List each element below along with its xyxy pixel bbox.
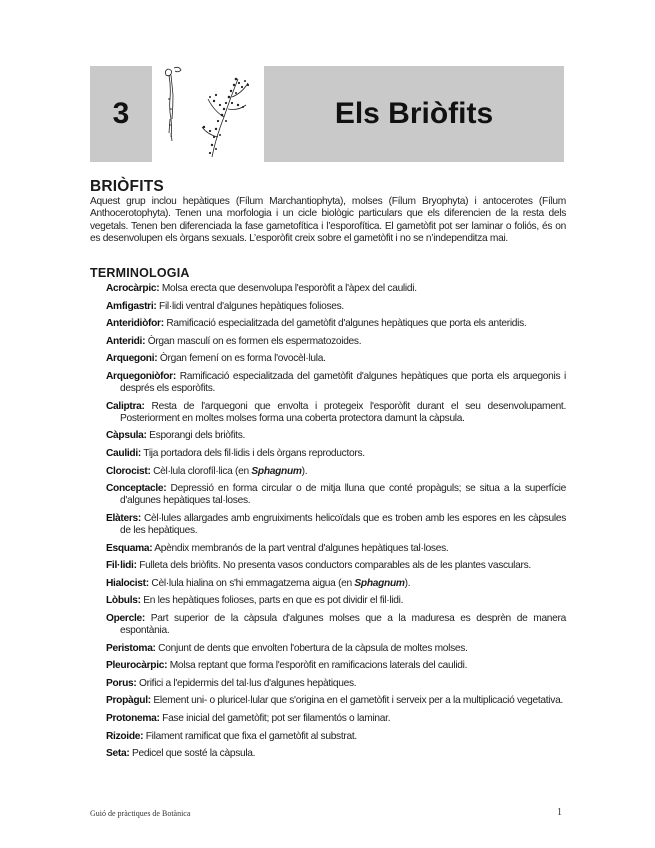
glossary-term: Seta: [106,748,130,760]
glossary-term: Opercle: [106,612,145,624]
glossary-entry [106,660,566,672]
glossary-definition: Orifici a l'epidermis del tal·lus d'algunes hepàtiques. [136,677,357,689]
glossary-definition: Filament ramificat que fixa el gametòfit al substrat. [143,730,357,742]
glossary-entry [106,336,566,348]
glossary-entry [106,713,566,725]
glossary-definition: Conjunt de dents que envolten l'obertura de la càpsula de moltes molses. [155,642,468,654]
glossary-term: Clorocist: [106,465,151,477]
glossary-definition: Tija portadora dels fil·lidis i dels òrgans reproductors. [140,447,365,459]
chapter-title: Els Briòfits [334,97,494,130]
glossary-definition: Pedicel que sosté la càpsula. [129,748,256,760]
glossary-entry [106,466,566,478]
glossary-entry [106,371,566,395]
page-number: 1 [557,807,562,818]
glossary-term: Fil·lidi: [106,560,137,572]
glossary-genus-name: Sphagnum [354,577,405,589]
glossary-term: Protonema: [106,712,160,724]
glossary-term: Arquegoni: [106,353,158,365]
moss-illustration [152,59,264,165]
glossary-entry [106,543,566,555]
glossary-term: Porus: [106,677,137,689]
moss-drawing-icon [152,59,264,165]
glossary-term: Acrocàrpic: [106,283,160,294]
glossary-term: Anteridiòfor: [106,318,164,330]
chapter-number: 3 [112,97,130,130]
glossary-term: Arquegoniòfor: [106,370,176,382]
glossary-definition: Òrgan masculí on es formen els espermatozoides. [145,335,362,347]
glossary-definition: Fil·lidi ventral d'algunes hepàtiques folioses. [156,300,344,312]
glossary-term: Esquama: [106,542,153,554]
glossary-definition: Ramificació especialitzada del gametòfit d'algunes hepàtiques que porta els arquegonis i després els esporòfits. [120,370,566,395]
glossary-entry [106,560,566,572]
glossary-definition: Fase inicial del gametòfit; pot ser filamentós o laminar. [159,712,391,724]
glossary-entry [106,483,566,507]
intro-paragraph [90,196,566,245]
glossary-definition: Òrgan femení on es forma l'ovocèl·lula. [157,353,326,365]
glossary-term: Conceptacle: [106,483,167,495]
glossary-term: Càpsula: [106,430,147,442]
glossary-definition: Molsa erecta que desenvolupa l'esporòfit a l'àpex del caulidi. [159,283,417,294]
glossary-term: Pleurocàrpic: [106,660,168,672]
glossary-entry [106,695,566,707]
glossary-term: Lòbuls: [106,595,141,607]
glossary-term: Propàgul: [106,695,151,707]
glossary-definition-end: ). [301,465,308,477]
glossary-entry [106,678,566,690]
glossary-definition: En les hepàtiques folioses, parts en que es pot dividir el fil·lidi. [140,595,404,607]
glossary-entry [106,595,566,607]
glossary-definition: Ramificació especialitzada del gametòfit d'algunes hepàtiques que porta els anteridis. [163,318,527,330]
glossary-entry [106,748,566,760]
glossary-term: Anteridi: [106,335,146,347]
glossary-definition: Apèndix membranós de la part ventral d'algunes hepàtiques tal·loses. [152,542,449,554]
glossary-definition: Element uni- o pluricel·lular que s'origina en el gametòfit i serveix per a la multiplicació vegetativa. [150,695,563,707]
glossary-definition: Fulleta dels briòfits. No presenta vasos conductors comparables als de les plantes vasculars. [136,560,531,572]
glossary-entry [106,448,566,460]
footer-book-title: Guió de pràctiques de Botànica [90,809,191,818]
glossary-entry [106,613,566,637]
glossary-entry [106,353,566,365]
glossary-term: Hialocist: [106,577,149,589]
intro-text: Aquest grup inclou hepàtiques (Fílum Marchantiophyta), molses (Fílum Bryophyta) i antocerotes (Fílum Anthocerotophyta). Tenen una morfologia i un cicle biològic particulars que els diferencien de la resta dels vegetals. Tenen ben diferenciada la fase gametofítica i l’esporofítica. El gametòfit pot ser laminar o foliós, és on es desenvolupen els òrgans sexuals. L’esporòfit creix sobre el gametòfit i no se n’independitza mai. [90,196,566,244]
glossary-term: Peristoma: [106,642,156,654]
glossary-entry [106,513,566,537]
glossary-definition: Molsa reptant que forma l'esporòfit en ramificacions laterals del caulidi. [167,660,468,672]
section-title-bryophytes: BRIÒFITS [90,178,164,195]
glossary-entry [106,401,566,425]
glossary-definition: Part superior de la càpsula d'algunes molses que a la maduresa es desprèn de manera espontània. [120,612,566,636]
glossary-term: Caulidi: [106,447,141,459]
terminology-list [106,283,566,766]
glossary-entry [106,578,566,590]
glossary-entry [106,301,566,313]
glossary-term: Rizoide: [106,730,144,742]
glossary-definition: Cèl·lula clorofíl·lica (en [150,465,252,477]
glossary-entry [106,643,566,655]
glossary-definition: Resta de l'arquegoni que envolta i protegeix l'esporòfit durant el seu desenvolupament. Posteriorment en moltes molses forma una coberta protectora damunt la càpsula. [120,400,566,424]
glossary-genus-name: Sphagnum [251,465,302,477]
glossary-definition: Esporangi dels briòfits. [146,430,246,442]
glossary-entry [106,318,566,330]
glossary-term: Elàters: [106,512,141,524]
glossary-entry [106,731,566,743]
glossary-entry [106,283,566,295]
section-title-terminology: TERMINOLOGIA [90,266,190,280]
glossary-definition: Cèl·lules allargades amb engruiximents helicoïdals que es troben amb les espores en les càpsules de les hepàtiques. [120,512,566,536]
glossary-entry [106,430,566,442]
glossary-term: Caliptra: [106,400,145,412]
glossary-definition: Depressió en forma circular o de mitja lluna que conté propàguls; se situa a la superfície d'algunes hepàtiques tal·loses. [120,483,566,507]
glossary-definition-end: ). [404,577,411,589]
glossary-term: Amfigastri: [106,300,157,312]
glossary-definition: Cèl·lula hialina on s'hi emmagatzema aigua (en [148,577,355,589]
